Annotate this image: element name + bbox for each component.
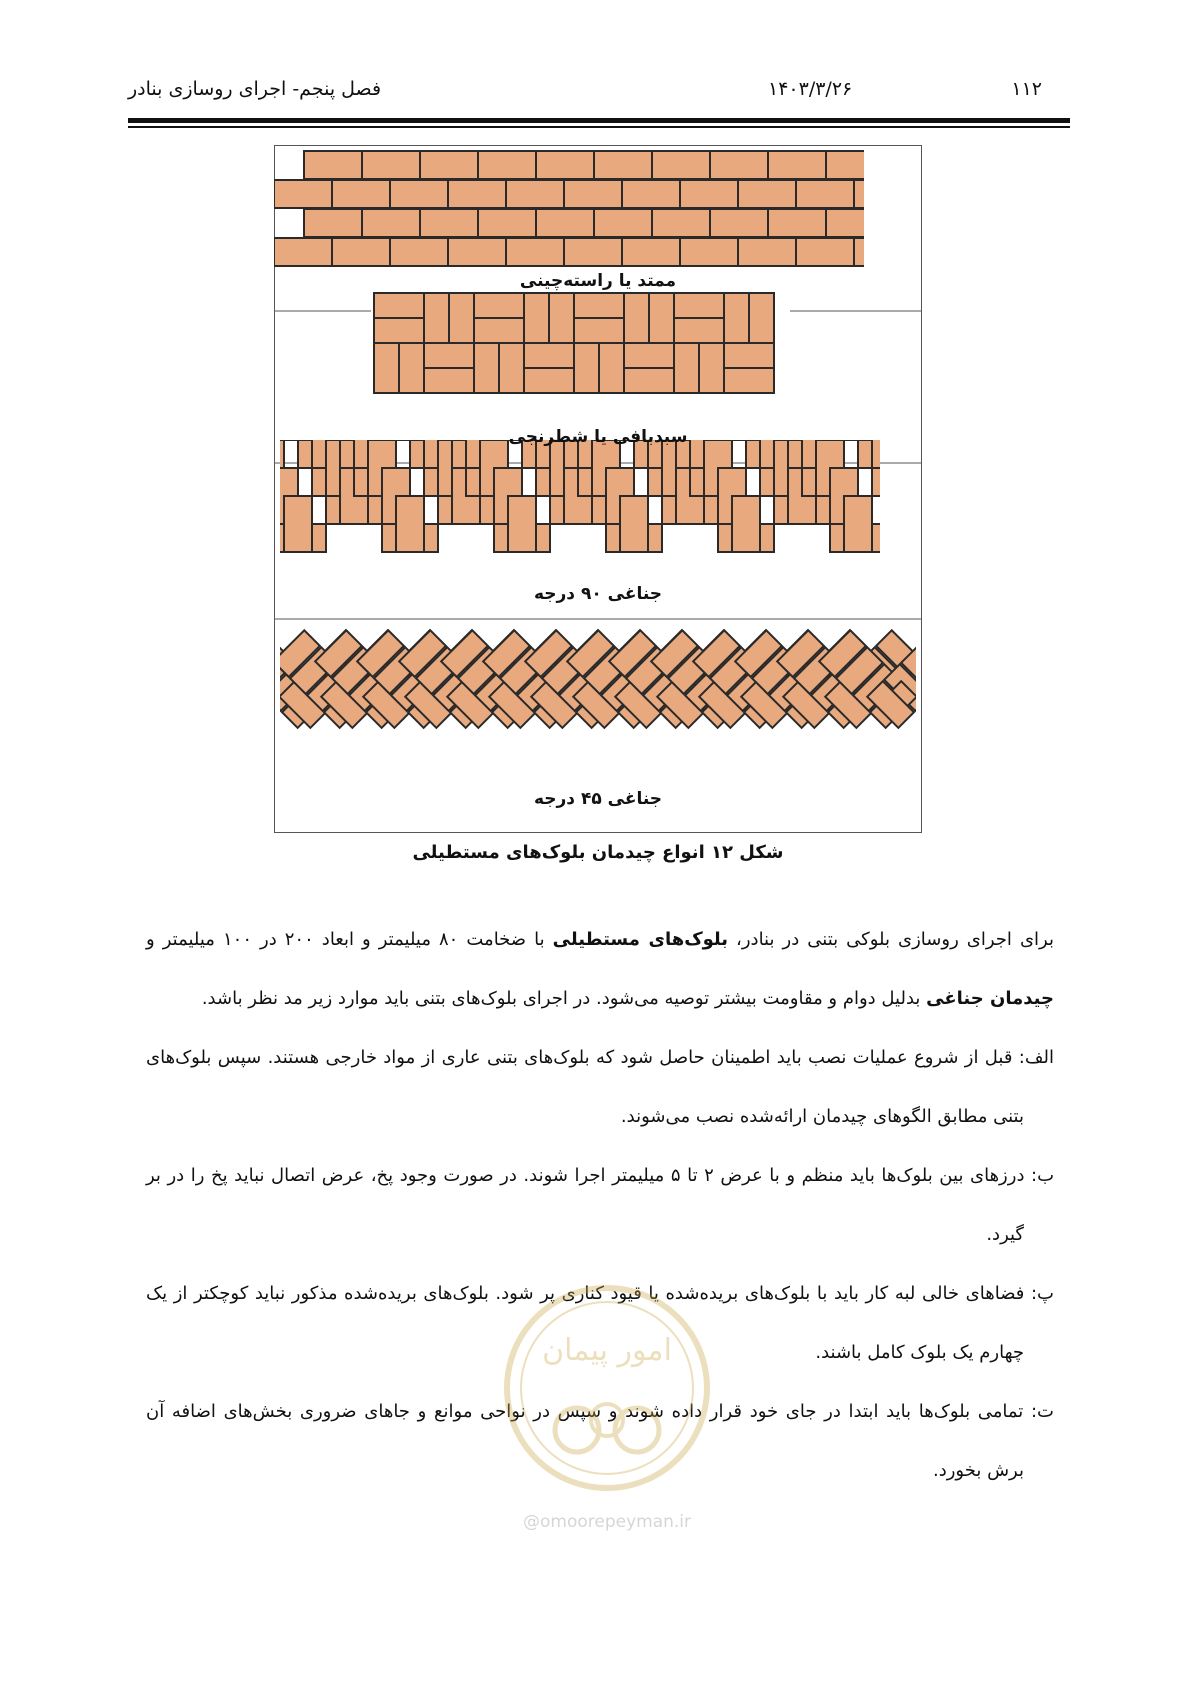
brick (524, 293, 549, 343)
basket-weave-pattern (374, 293, 774, 393)
brick (724, 343, 774, 368)
page-number: ۱۱۲ (1011, 78, 1042, 100)
intro-text: با ضخامت ۸۰ میلیمتر و ابعاد ۲۰۰ در ۱۰۰ میلیمتر و (146, 929, 553, 950)
herringbone-90-pattern (274, 384, 922, 552)
brick (574, 318, 624, 343)
brick (724, 368, 774, 393)
brick (699, 343, 724, 393)
brick (564, 180, 622, 208)
watermark (492, 1270, 722, 1550)
brick (390, 180, 448, 208)
brick (710, 151, 768, 179)
brick (374, 343, 399, 393)
watermark-logo (492, 1270, 722, 1510)
brick (304, 209, 362, 237)
brick (574, 293, 624, 318)
brick (420, 209, 478, 237)
brick (844, 496, 872, 552)
brick (620, 496, 648, 552)
brick (536, 151, 594, 179)
brick (424, 293, 449, 343)
brick (886, 440, 914, 496)
brick (652, 151, 710, 179)
brick (732, 496, 760, 552)
brick (624, 343, 674, 368)
brick (524, 343, 574, 368)
brick (749, 293, 774, 343)
brick (474, 343, 499, 393)
brick (549, 293, 574, 343)
brick (599, 343, 624, 393)
brick (574, 343, 599, 393)
brick (738, 238, 796, 266)
brick (424, 368, 474, 393)
brick (524, 368, 574, 393)
intro-text: بدلیل دوام و مقاومت بیشتر توصیه می‌شود. در اجرای بلوک‌های بتنی باید موارد زیر مد نظر باشد. (201, 988, 927, 1009)
brick (284, 496, 312, 552)
brick (448, 238, 506, 266)
paving-patterns-figure (274, 145, 922, 833)
panel-label-herringbone-90: جناغی ۹۰ درجه (533, 584, 663, 604)
brick (304, 151, 362, 179)
brick (374, 318, 424, 343)
list-item-pe: پ: فضاهای خالی لبه کار باید با بلوک‌های بریده‌شده یا قیود کناری پر شود. بلوک‌های بریده‌شده مذکور نباید کوچکتر از یک چهارم یک بلوک کامل باشند. (146, 1283, 1054, 1363)
panel-label-herringbone-45: جناغی ۴۵ درجه (533, 789, 663, 809)
brick (274, 180, 332, 208)
brick (826, 151, 884, 179)
paving-patterns-drawing (274, 145, 922, 833)
panel-label-stretcher: ممتد یا راسته‌چینی (519, 271, 677, 291)
brick (399, 343, 424, 393)
brick (396, 496, 424, 552)
brick (674, 343, 699, 393)
intro-bold-blocks: بلوک‌های مستطیلی (552, 929, 729, 950)
stretcher-bond-pattern (274, 151, 912, 266)
brick (564, 238, 622, 266)
header-rule-thin (128, 126, 1070, 128)
brick (362, 209, 420, 237)
brick (332, 238, 390, 266)
watermark-text: @omoorepeyman.ir (522, 1512, 692, 1532)
brick (332, 180, 390, 208)
brick (390, 238, 448, 266)
intro-paragraph (146, 910, 1054, 1028)
brick (374, 293, 424, 318)
brick (854, 180, 912, 208)
header-date: ۱۴۰۳/۳/۲۶ (768, 78, 853, 100)
header-rule-thick (128, 118, 1070, 123)
brick (674, 293, 724, 318)
intro-text: برای اجرای روسازی بلوکی بتنی در بنادر، (728, 929, 1054, 950)
brick (674, 318, 724, 343)
brick (420, 151, 478, 179)
brick (499, 343, 524, 393)
brick (424, 343, 474, 368)
brick (914, 468, 922, 496)
brick (362, 151, 420, 179)
brick (478, 209, 536, 237)
brick (449, 293, 474, 343)
brick (474, 318, 524, 343)
brick (624, 368, 674, 393)
figure-caption: شکل ۱۲ انواع چیدمان بلوک‌های مستطیلی (412, 842, 784, 863)
brick (652, 209, 710, 237)
list-item-te: ت: تمامی بلوک‌ها باید ابتدا در جای خود قرار داده شوند و سپس در نواحی موانع و جاهای ضروری بخش‌های اضافه آن برش بخورد. (146, 1401, 1054, 1481)
brick (474, 293, 524, 318)
brick (710, 209, 768, 237)
brick (274, 238, 332, 266)
brick (796, 180, 854, 208)
brick (796, 238, 854, 266)
brick (536, 209, 594, 237)
brick (478, 151, 536, 179)
brick (724, 293, 749, 343)
brick (854, 238, 912, 266)
brick (594, 209, 652, 237)
intro-bold-layout: چیدمان جناغی (926, 988, 1054, 1009)
brick (624, 293, 649, 343)
watermark-logo-text: امور پیمان (542, 1333, 672, 1368)
brick (594, 151, 652, 179)
brick (622, 180, 680, 208)
brick (826, 209, 884, 237)
brick (448, 180, 506, 208)
brick (506, 180, 564, 208)
herringbone-45-pattern (274, 630, 922, 728)
brick (900, 468, 922, 524)
brick (680, 238, 738, 266)
list-item-be: ب: درزهای بین بلوک‌ها باید منظم و با عرض ۲ تا ۵ میلیمتر اجرا شوند. در صورت وجود پخ، عرض اتصال نباید پخ را در بر گیرد. (146, 1165, 1055, 1245)
brick (622, 238, 680, 266)
brick (649, 293, 674, 343)
brick (680, 180, 738, 208)
brick (768, 151, 826, 179)
page-header (128, 78, 1070, 104)
brick (508, 496, 536, 552)
brick (872, 468, 922, 496)
panel-label-basketweave: سبدبافی یا شطرنجی (508, 427, 688, 447)
list-item-alef: الف: قبل از شروع عملیات نصب باید اطمینان حاصل شود که بلوک‌های بتنی عاری از مواد خارجی هستند. سپس بلوک‌های بتنی مطابق الگوهای چیدمان ارائه‌شده نصب می‌شوند. (146, 1047, 1054, 1127)
brick (768, 209, 826, 237)
brick (506, 238, 564, 266)
brick (886, 496, 922, 524)
chapter-title: فصل پنجم- اجرای روسازی بنادر (128, 78, 382, 100)
brick (738, 180, 796, 208)
